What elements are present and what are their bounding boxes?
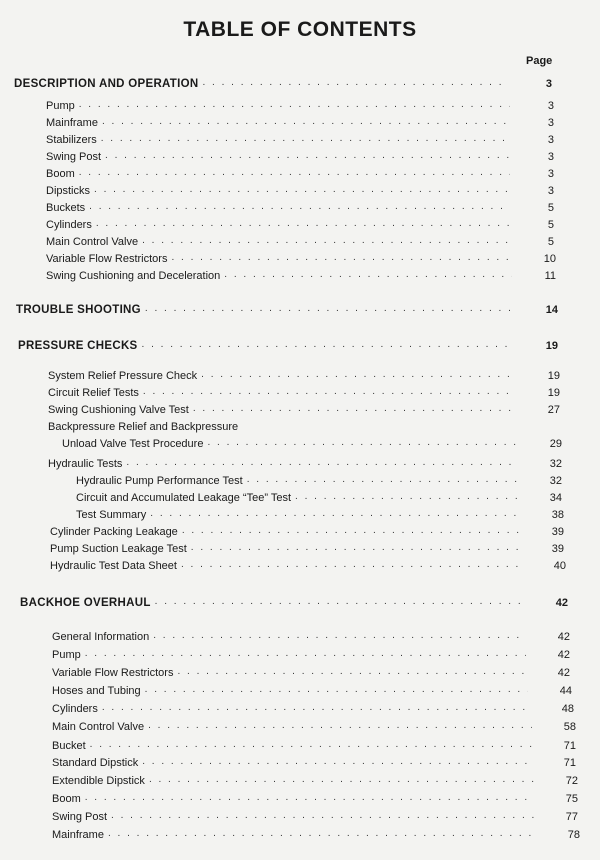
entry-page: 39	[551, 543, 564, 555]
toc-entry	[50, 556, 566, 572]
section-page: 3	[545, 78, 552, 90]
entry-page: 77	[565, 811, 578, 823]
toc-entry	[46, 266, 556, 282]
toc-entry	[52, 699, 574, 715]
toc-entry	[52, 663, 570, 679]
entry-label: Hydraulic Test Data Sheet	[50, 560, 177, 572]
toc-entry	[46, 147, 554, 163]
entry-label: Variable Flow Restrictors	[46, 253, 168, 265]
toc-entry	[52, 681, 572, 697]
entry-label: Pump	[46, 100, 75, 112]
section-title: DESCRIPTION AND OPERATION	[14, 78, 199, 90]
toc-entry	[52, 627, 570, 643]
toc-entry	[50, 539, 564, 555]
toc-entry	[76, 505, 564, 521]
leader-dots	[171, 253, 512, 263]
entry-page: 3	[547, 168, 554, 180]
leader-dots	[142, 236, 510, 246]
entry-page: 27	[547, 404, 560, 416]
leader-dots	[153, 631, 526, 641]
leader-dots	[90, 740, 532, 750]
entry-label: Stabilizers	[46, 134, 97, 146]
leader-dots	[102, 703, 530, 713]
leader-dots	[142, 757, 532, 767]
leader-dots	[182, 526, 520, 536]
entry-page: 3	[547, 151, 554, 163]
entry-page: 72	[565, 775, 578, 787]
toc-entry	[46, 130, 554, 146]
entry-label: Main Control Valve	[46, 236, 139, 248]
leader-dots	[94, 185, 510, 195]
toc-entry	[52, 771, 578, 787]
toc-entry	[52, 807, 578, 823]
entry-page: 75	[565, 793, 578, 805]
entry-page: 42	[557, 631, 570, 643]
leader-dots	[102, 117, 510, 127]
entry-label: Standard Dipstick	[52, 757, 139, 769]
entry-page: 58	[563, 721, 576, 733]
toc-entry	[46, 249, 556, 265]
entry-label: Extendible Dipstick	[52, 775, 145, 787]
leader-dots	[247, 475, 518, 485]
entry-label: System Relief Pressure Check	[48, 370, 198, 382]
entry-label: Swing Cushioning Valve Test	[48, 404, 189, 416]
toc-entry	[76, 488, 562, 504]
entry-label: Backpressure Relief and Backpressure	[48, 421, 239, 433]
entry-label: Cylinders	[52, 703, 98, 715]
section-description-and-operation	[14, 74, 552, 90]
page-column-header: Page	[526, 55, 553, 67]
leader-dots	[145, 304, 514, 314]
toc-entry	[48, 366, 560, 382]
entry-page: 32	[549, 458, 562, 470]
entry-label: Pump	[52, 649, 81, 661]
leader-dots	[143, 387, 516, 397]
entry-label: Circuit and Accumulated Leakage “Tee” Test	[76, 492, 292, 504]
entry-label: Bucket	[52, 740, 86, 752]
leader-dots	[155, 597, 524, 607]
leader-dots	[193, 404, 516, 414]
toc-entry	[50, 522, 564, 538]
entry-label: Boom	[46, 168, 75, 180]
leader-dots	[108, 829, 536, 839]
entry-label: Hoses and Tubing	[52, 685, 141, 697]
toc-entry	[52, 736, 576, 752]
entry-page: 3	[547, 117, 554, 129]
entry-label: General Information	[52, 631, 150, 643]
leader-dots	[111, 811, 534, 821]
entry-label: Dipsticks	[46, 185, 91, 197]
leader-dots	[150, 509, 520, 519]
entry-page: 38	[551, 509, 564, 521]
entry-page: 44	[559, 685, 572, 697]
toc-entry	[46, 164, 554, 180]
entry-page: 5	[547, 202, 554, 214]
entry-label: Swing Post	[52, 811, 108, 823]
entry-label: Cylinder Packing Leakage	[50, 526, 178, 538]
entry-page: 10	[543, 253, 556, 265]
leader-dots	[145, 685, 528, 695]
entry-label: Pump Suction Leakage Test	[50, 543, 187, 555]
entry-page: 32	[549, 475, 562, 487]
section-page: 42	[555, 597, 568, 609]
entry-label: Swing Cushioning and Deceleration	[46, 270, 221, 282]
entry-page: 3	[547, 134, 554, 146]
entry-page: 5	[547, 219, 554, 231]
entry-label: Hydraulic Tests	[48, 458, 123, 470]
toc-entry	[48, 417, 560, 433]
entry-label: Variable Flow Restrictors	[52, 667, 174, 679]
page-title: TABLE OF CONTENTS	[183, 18, 417, 41]
leader-dots	[149, 775, 534, 785]
leader-dots	[207, 438, 518, 448]
toc-entry	[52, 753, 576, 769]
entry-label: Unload Valve Test Procedure	[62, 438, 204, 450]
leader-dots	[142, 340, 514, 350]
section-trouble-shooting	[16, 300, 558, 316]
entry-page: 40	[553, 560, 566, 572]
section-title: PRESSURE CHECKS	[18, 340, 138, 352]
leader-dots	[85, 649, 526, 659]
entry-label: Mainframe	[52, 829, 104, 841]
entry-label: Cylinders	[46, 219, 92, 231]
entry-page: 11	[544, 270, 556, 282]
toc-entry	[52, 789, 578, 805]
section-backhoe-overhaul	[20, 593, 568, 609]
leader-dots	[89, 202, 510, 212]
section-page: 19	[545, 340, 558, 352]
leader-dots	[105, 151, 510, 161]
section-page: 14	[545, 304, 558, 316]
entry-label: Test Summary	[76, 509, 147, 521]
leader-dots	[224, 270, 512, 280]
entry-page: 42	[557, 667, 570, 679]
entry-label: Mainframe	[46, 117, 98, 129]
leader-dots	[101, 134, 510, 144]
entry-page: 19	[547, 387, 560, 399]
entry-page: 3	[547, 185, 554, 197]
entry-page: 71	[563, 740, 576, 752]
toc-entry	[46, 113, 554, 129]
entry-page: 78	[567, 829, 580, 841]
entry-label: Swing Post	[46, 151, 102, 163]
entry-page: 42	[557, 649, 570, 661]
toc-entry	[48, 383, 560, 399]
entry-page: 34	[549, 492, 562, 504]
leader-dots	[295, 492, 518, 502]
toc-entry	[48, 454, 562, 470]
entry-label: Buckets	[46, 202, 86, 214]
leader-dots	[79, 168, 510, 178]
entry-label: Hydraulic Pump Performance Test	[76, 475, 243, 487]
leader-dots	[96, 219, 510, 229]
leader-dots	[181, 560, 522, 570]
toc-entry	[46, 198, 554, 214]
toc-entry	[52, 717, 576, 733]
leader-dots	[79, 100, 510, 110]
entry-page: 29	[549, 438, 562, 450]
toc-entry	[76, 471, 562, 487]
toc-entry	[52, 645, 570, 661]
leader-dots	[202, 78, 508, 88]
entry-label: Main Control Valve	[52, 721, 145, 733]
leader-dots	[201, 370, 516, 380]
entry-page: 3	[547, 100, 554, 112]
toc-entry	[48, 400, 560, 416]
entry-page: 19	[547, 370, 560, 382]
leader-dots	[148, 721, 532, 731]
section-pressure-checks	[18, 336, 558, 352]
toc-entry	[46, 215, 554, 231]
toc-entry	[62, 434, 562, 450]
section-title: BACKHOE OVERHAUL	[20, 597, 151, 609]
entry-label: Circuit Relief Tests	[48, 387, 139, 399]
section-title: TROUBLE SHOOTING	[16, 304, 141, 316]
entry-page: 39	[551, 526, 564, 538]
leader-dots	[177, 667, 526, 677]
entry-page: 48	[561, 703, 574, 715]
entry-label: Boom	[52, 793, 81, 805]
leader-dots	[191, 543, 520, 553]
entry-page: 5	[547, 236, 554, 248]
toc-entry	[46, 181, 554, 197]
leader-dots	[126, 458, 518, 468]
entry-page: 71	[563, 757, 576, 769]
leader-dots	[85, 793, 534, 803]
toc-entry	[52, 825, 580, 841]
toc-entry	[46, 232, 554, 248]
toc-entry	[46, 96, 554, 112]
